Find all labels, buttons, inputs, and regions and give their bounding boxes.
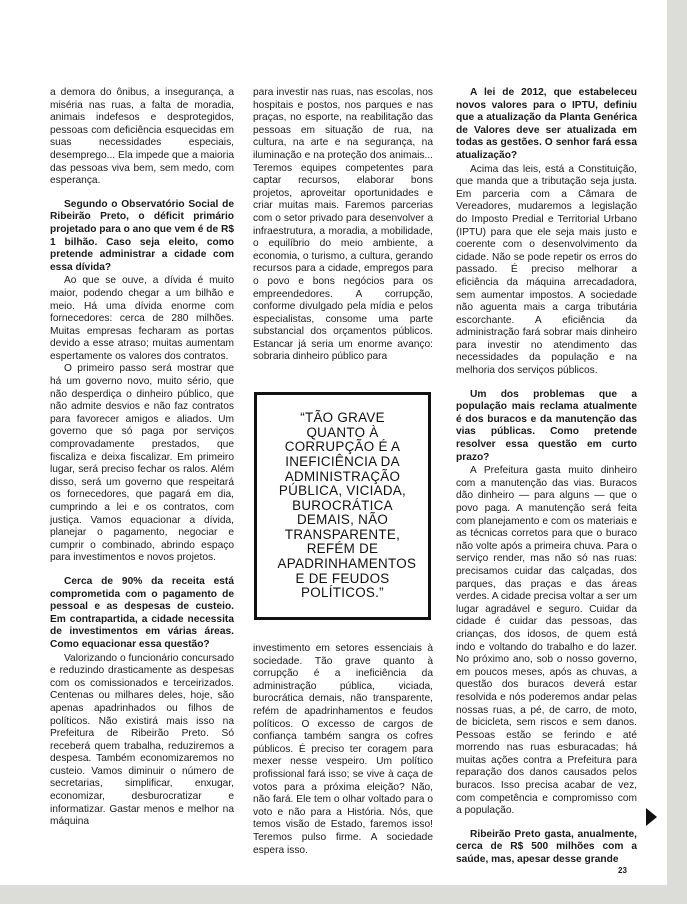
text-column-1 bbox=[50, 87, 234, 829]
continue-arrow-icon bbox=[646, 808, 657, 826]
text-column-2-top bbox=[253, 87, 433, 364]
body-paragraph: O primeiro passo será mostrar que há um governo novo, muito sério, que não desperdiça o dinheiro público, que não admite desvios e não faz contratos para favorecer amigos e aliados. Um governo que só paga por serviços comprovadamente prestados, que fiscaliza e deixa fiscalizar. Em primeiro lugar, será preciso fechar os ralos. Além disso, será um governo que respeitará os fornecedores, que pagará em dia, cumprindo a lei e os contratos, com justiça. Vamos equacionar a dívida, planejar o pagamento, negociar e cumprir o combinado, abrindo espaço para investimentos e novos projetos. bbox=[50, 363, 234, 564]
text-column-3 bbox=[456, 87, 637, 868]
text-column-2-bottom bbox=[253, 643, 433, 857]
interview-question: Segundo o Observatório Social de Ribeirão Preto, o déficit primário projetado para o ano que vem é de R$ 1 bilhão. Caso seja eleito, como pretende administrar a cidade com essa dívida? bbox=[50, 198, 234, 273]
body-paragraph: Acima das leis, está a Constituição, que manda que a tributação seja justa. Em parceria com a Câmara de Vereadores, mudaremos a legislação do Imposto Predial e Territorial Urbano (IPTU) para que ele seja mais justo e coerente com o desenvolvimento da cidade. Não se pode repetir os erros do passado. É preciso melhorar a eficiência da máquina arrecadadora, sem aumentar impostos. A sociedade não aguenta mais a carga tributária escorchante. A eficiência da administração fará sobrar mais dinheiro para investir no atendimento das necessidades da população e na melhoria dos serviços públicos. bbox=[456, 163, 637, 377]
body-paragraph: a demora do ônibus, a insegurança, a miséria nas ruas, a falta de moradia, animais indefesos e desprotegidos, pessoas com deficiência esquecidas em suas necessidades especiais, desemprego... Ela impede que a maioria das pessoas viva bem, sem medo, com esperança. bbox=[50, 87, 234, 187]
pull-quote-text: “TÃO GRAVE QUANTO À CORRUPÇÃO É A INEFICIÊNCIA DA ADMINISTRAÇÃO PÚBLICA, VICIADA, BUROCRÁTICA DEMAIS, NÃO TRANSPARENTE, REFÉM DE APADRINHAMENTOS E DE FEUDOS POLÍTICOS.” bbox=[277, 410, 417, 601]
page-number: 23 bbox=[618, 866, 627, 875]
pull-quote-box bbox=[254, 392, 431, 620]
body-paragraph: Valorizando o funcionário concursado e reduzindo drasticamente as despesas com os comissionados e terceirizados. Centenas ou milhares deles, hoje, são apenas apadrinhados ou filhos de políticos. Não existirá mais isso na Prefeitura de Ribeirão Preto. Só receberá quem trabalha, reduziremos a despesa. Também economizaremos no custeio. Vamos diminuir o número de secretarias, simplificar, enxugar, economizar, desburocratizar e informatizar. Gastar menos e melhor na máquina bbox=[50, 652, 234, 828]
body-paragraph: A Prefeitura gasta muito dinheiro com a manutenção das vias. Buracos dão dinheiro — para alguns — que o povo paga. A manutenção será feita com planejamento e com os materiais e as técnicas corretos para que o buraco não volte após a primeira chuva. Para o serviço render, mas não só nas ruas: precisamos cuidar das calçadas, dos parques, das praças e das áreas verdes. A cidade precisa voltar a ser um lugar agradável e seguro. Cuidar da cidade é cuidar das pessoas, das crianças, dos idosos, de quem está indo e voltando do trabalho e do lazer. No próximo ano, sob o nosso governo, em poucos meses, após as chuvas, a questão dos buracos deverá estar resolvida e nós poderemos andar pelas nossas ruas, a pé, de carro, de moto, de bicicleta, sem riscos e sem danos. Pessoas estão se ferindo e até morrendo nas ruas esburacadas; há muitas ações contra a Prefeitura para reparação dos danos causados pelos buracos. Isso precisa acabar de vez, com competência e compromisso com a população. bbox=[456, 465, 637, 817]
interview-question: A lei de 2012, que estabeleceu novos valores para o IPTU, definiu que a atualização da Planta Genérica de Valores deve ser atualizada em todas as gestões. O senhor fará essa atualização? bbox=[456, 87, 637, 161]
body-paragraph: Ao que se ouve, a dívida é muito maior, podendo chegar a um bilhão e meio. Há uma dívida enorme com fornecedores: cerca de 280 milhões. Muitas empresas fecharam as portas devido a esse atraso; muitas aumentam espertamente os valores dos contratos. bbox=[50, 275, 234, 362]
interview-question: Cerca de 90% da receita está comprometida com o pagamento de pessoal e as despesas de custeio. Em contrapartida, a cidade necessita de investimentos em várias áreas. Como equacionar essa questão? bbox=[50, 575, 234, 650]
body-paragraph: para investir nas ruas, nas escolas, nos hospitais e postos, nos parques e nas praças, no esporte, na reabilitação das pessoas em situação de rua, na cultura, na arte e na segurança, na iluminação e na proteção dos animais... Teremos equipes competentes para captar recursos, elaborar bons projetos, aproveitar oportunidades e criar muitas mais. Faremos parcerias com o setor privado para desenvolver a infraestrutura, a moradia, a mobilidade, o equilíbrio do meio ambiente, a economia, o turismo, a cultura, gerando recursos para a cidade, empregos para o povo e bons negócios para os empreendedores. A corrupção, conforme divulgado pela mídia e pelos especialistas, consome uma parte substancial dos orçamentos públicos. Estancar já seria um enorme avanço: sobraria dinheiro público para bbox=[253, 87, 433, 363]
interview-question: Ribeirão Preto gasta, anualmente, cerca de R$ 500 milhões com a saúde, mas, apesar desse grande bbox=[456, 828, 637, 866]
body-paragraph: investimento em setores essenciais à sociedade. Tão grave quanto à corrupção é a ineficiência da administração pública, viciada, burocrática demais, não transparente, refém de apadrinhamentos e feudos políticos. O excesso de cargos de confiança também sangra os cofres públicos. É preciso ter coragem para mexer nesse vespeiro. Um político profissional fará isso; se vive à caça de votos para a próxima eleição? Não, não fará. Ele tem o olhar voltado para o voto e não para a História. Nós, que temos visão de Estado, faremos isso! Teremos pulso firme. A sociedade espera isso. bbox=[253, 643, 433, 856]
interview-question: Um dos problemas que a população mais reclama atualmente é dos buracos e da manutenção das vias públicas. Como pretende resolver essa questão em curto prazo? bbox=[456, 388, 637, 463]
